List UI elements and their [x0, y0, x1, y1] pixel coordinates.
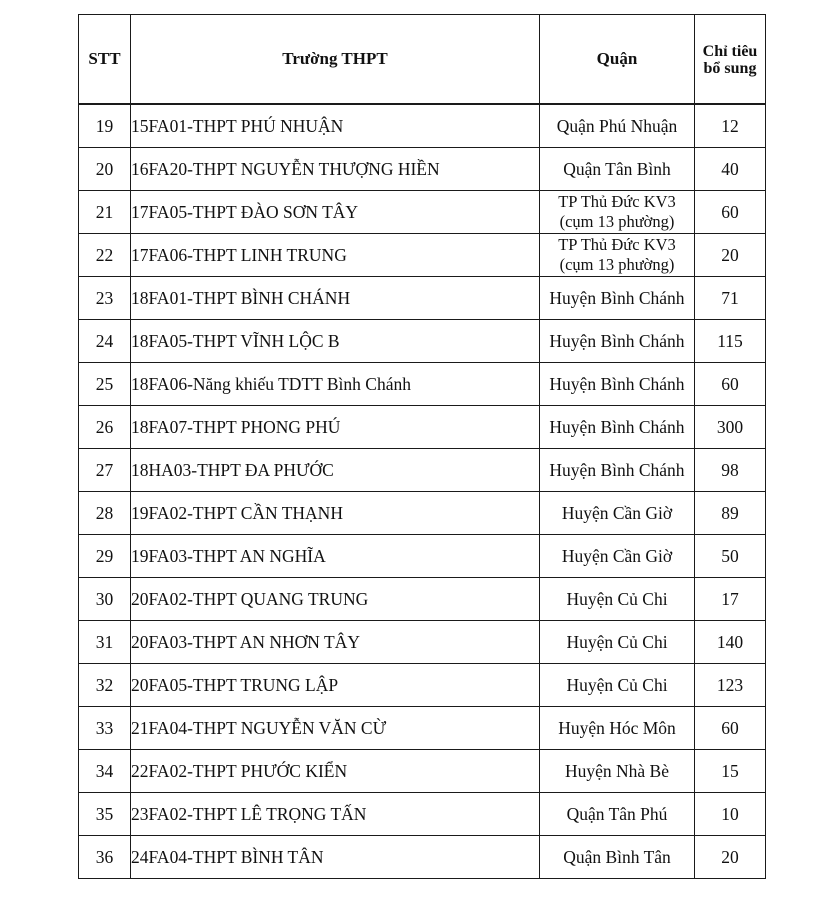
row-stt: 20: [79, 148, 131, 191]
table-row: [79, 793, 766, 836]
table-row: [79, 234, 766, 277]
row-quota: 50: [695, 535, 766, 578]
table-header-row: [79, 15, 766, 105]
row-district: Huyện Củ Chi: [540, 664, 695, 707]
row-quota: 60: [695, 707, 766, 750]
row-district: Huyện Bình Chánh: [540, 406, 695, 449]
row-district: Huyện Bình Chánh: [540, 277, 695, 320]
row-stt: 24: [79, 320, 131, 363]
header-stt: STT: [79, 15, 131, 105]
row-district: Huyện Bình Chánh: [540, 449, 695, 492]
header-district: Quận: [540, 15, 695, 105]
table-body: [79, 104, 766, 879]
row-district: Huyện Bình Chánh: [540, 363, 695, 406]
row-stt: 36: [79, 836, 131, 879]
row-district: Quận Bình Tân: [540, 836, 695, 879]
row-school: 18FA05-THPT VĨNH LỘC B: [131, 320, 540, 363]
row-school: 16FA20-THPT NGUYỄN THƯỢNG HIỀN: [131, 148, 540, 191]
row-school: 20FA03-THPT AN NHƠN TÂY: [131, 621, 540, 664]
row-stt: 26: [79, 406, 131, 449]
row-quota: 20: [695, 836, 766, 879]
header-quota: Chỉ tiêu bổ sung: [695, 15, 766, 105]
row-quota: 123: [695, 664, 766, 707]
header-school: Trường THPT: [131, 15, 540, 105]
row-quota: 140: [695, 621, 766, 664]
row-quota: 89: [695, 492, 766, 535]
row-stt: 27: [79, 449, 131, 492]
row-quota: 20: [695, 234, 766, 277]
row-quota: 40: [695, 148, 766, 191]
row-district: TP Thủ Đức KV3 (cụm 13 phường): [540, 234, 695, 277]
supplementary-quota-table: [78, 14, 766, 879]
table-row: [79, 191, 766, 234]
row-school: 19FA03-THPT AN NGHĨA: [131, 535, 540, 578]
table-row: [79, 449, 766, 492]
row-quota: 15: [695, 750, 766, 793]
row-district: Quận Tân Phú: [540, 793, 695, 836]
row-school: 22FA02-THPT PHƯỚC KIỂN: [131, 750, 540, 793]
row-district: Huyện Hóc Môn: [540, 707, 695, 750]
table-row: [79, 406, 766, 449]
table-row: [79, 578, 766, 621]
row-stt: 19: [79, 104, 131, 148]
table-row: [79, 492, 766, 535]
row-school: 18FA01-THPT BÌNH CHÁNH: [131, 277, 540, 320]
table-row: [79, 320, 766, 363]
row-stt: 28: [79, 492, 131, 535]
row-district: Huyện Củ Chi: [540, 621, 695, 664]
row-quota: 300: [695, 406, 766, 449]
row-quota: 12: [695, 104, 766, 148]
row-school: 21FA04-THPT NGUYỄN VĂN CỪ: [131, 707, 540, 750]
row-stt: 32: [79, 664, 131, 707]
row-quota: 10: [695, 793, 766, 836]
row-district: Huyện Cần Giờ: [540, 492, 695, 535]
table-row: [79, 148, 766, 191]
row-district: Quận Phú Nhuận: [540, 104, 695, 148]
row-quota: 71: [695, 277, 766, 320]
table-row: [79, 535, 766, 578]
row-school: 17FA05-THPT ĐÀO SƠN TÂY: [131, 191, 540, 234]
row-school: 19FA02-THPT CẦN THẠNH: [131, 492, 540, 535]
row-quota: 115: [695, 320, 766, 363]
row-quota: 17: [695, 578, 766, 621]
row-school: 18FA06-Năng khiếu TDTT Bình Chánh: [131, 363, 540, 406]
row-stt: 34: [79, 750, 131, 793]
row-stt: 30: [79, 578, 131, 621]
row-quota: 98: [695, 449, 766, 492]
row-district: Huyện Nhà Bè: [540, 750, 695, 793]
table-row: [79, 750, 766, 793]
row-district: Quận Tân Bình: [540, 148, 695, 191]
row-quota: 60: [695, 191, 766, 234]
row-school: 23FA02-THPT LÊ TRỌNG TẤN: [131, 793, 540, 836]
table-row: [79, 363, 766, 406]
row-district: TP Thủ Đức KV3 (cụm 13 phường): [540, 191, 695, 234]
row-stt: 33: [79, 707, 131, 750]
row-school: 20FA02-THPT QUANG TRUNG: [131, 578, 540, 621]
table-row: [79, 104, 766, 148]
row-stt: 25: [79, 363, 131, 406]
row-school: 17FA06-THPT LINH TRUNG: [131, 234, 540, 277]
table-row: [79, 836, 766, 879]
row-school: 18FA07-THPT PHONG PHÚ: [131, 406, 540, 449]
row-stt: 22: [79, 234, 131, 277]
row-stt: 29: [79, 535, 131, 578]
row-district: Huyện Củ Chi: [540, 578, 695, 621]
row-school: 24FA04-THPT BÌNH TÂN: [131, 836, 540, 879]
row-district: Huyện Cần Giờ: [540, 535, 695, 578]
row-school: 18HA03-THPT ĐA PHƯỚC: [131, 449, 540, 492]
row-stt: 21: [79, 191, 131, 234]
row-stt: 35: [79, 793, 131, 836]
row-stt: 23: [79, 277, 131, 320]
row-school: 20FA05-THPT TRUNG LẬP: [131, 664, 540, 707]
table-row: [79, 707, 766, 750]
row-school: 15FA01-THPT PHÚ NHUẬN: [131, 104, 540, 148]
row-stt: 31: [79, 621, 131, 664]
table-row: [79, 621, 766, 664]
table-row: [79, 664, 766, 707]
row-district: Huyện Bình Chánh: [540, 320, 695, 363]
table-row: [79, 277, 766, 320]
row-quota: 60: [695, 363, 766, 406]
